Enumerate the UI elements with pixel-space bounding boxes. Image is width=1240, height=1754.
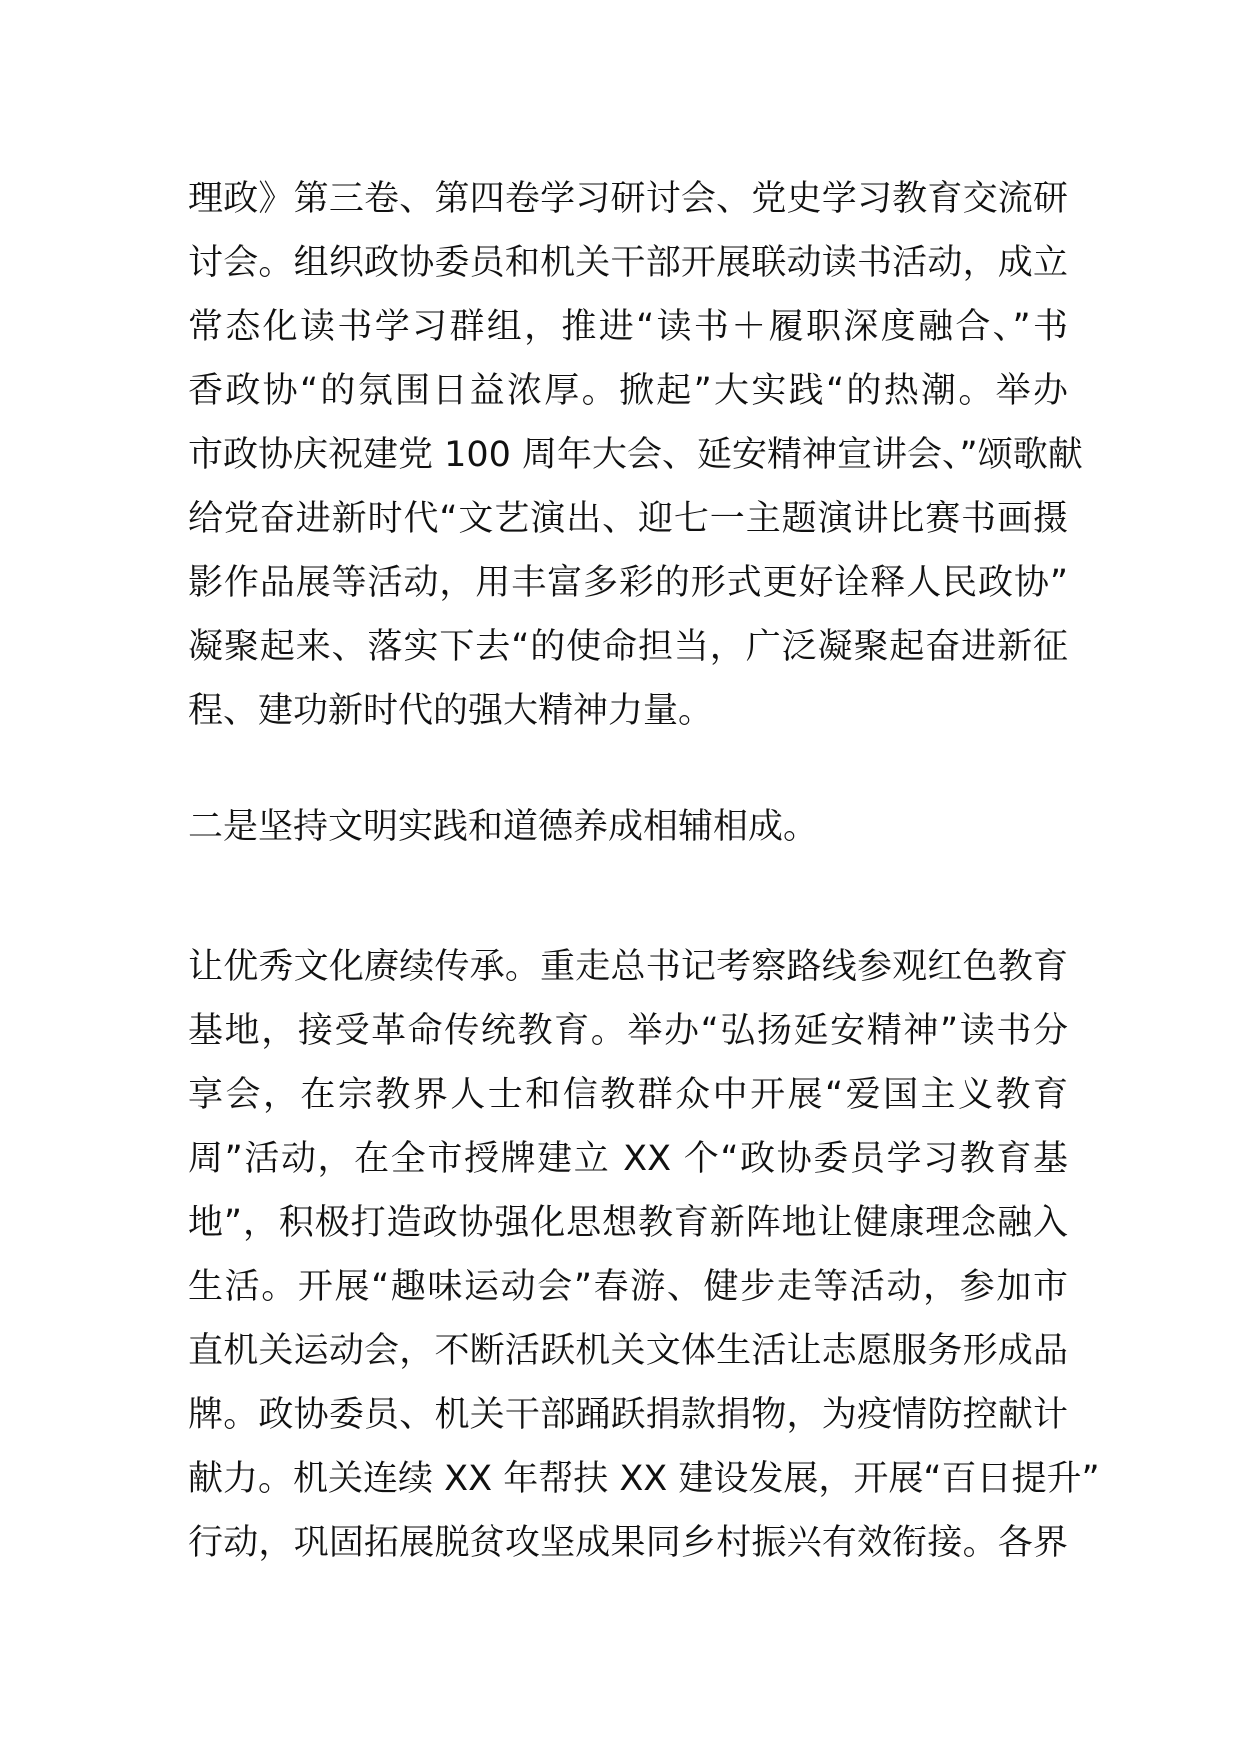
text-line: 周”活动，在全市授牌建立 XX 个“政协委员学习教育基	[188, 1139, 1068, 1179]
section-heading	[188, 795, 1068, 859]
text-line: 讨会。组织政协委员和机关干部开展联动读书活动，成立	[188, 243, 1068, 283]
paragraph-study-activities	[188, 167, 1083, 743]
text-line: 香政协“的氛围日益浓厚。掀起”大实践“的热潮。举办	[188, 371, 1068, 411]
text-line: 市政协庆祝建党 100 周年大会、延安精神宣讲会、”颂歌献	[188, 435, 1083, 475]
text-line: 凝聚起来、落实下去“的使命担当，广泛凝聚起奋进新征	[188, 627, 1068, 667]
heading-line: 二是坚持文明实践和道德养成相辅相成。	[188, 807, 819, 847]
text-line: 行动，巩固拓展脱贫攻坚成果同乡村振兴有效衔接。各界	[188, 1523, 1068, 1563]
text-line: 让优秀文化赓续传承。重走总书记考察路线参观红色教育	[188, 947, 1068, 987]
text-line: 给党奋进新时代“文艺演出、迎七一主题演讲比赛书画摄	[188, 499, 1068, 539]
text-line: 理政》第三卷、第四卷学习研讨会、党史学习教育交流研	[188, 179, 1068, 219]
text-line: 生活。开展“趣味运动会”春游、健步走等活动，参加市	[188, 1267, 1068, 1307]
text-line: 常态化读书学习群组，推进“读书＋履职深度融合、”书	[188, 307, 1068, 347]
text-line: 地”，积极打造政协强化思想教育新阵地让健康理念融入	[188, 1203, 1068, 1243]
text-line: 影作品展等活动，用丰富多彩的形式更好诠释人民政协”	[188, 563, 1068, 603]
text-line: 直机关运动会，不断活跃机关文体生活让志愿服务形成品	[188, 1331, 1068, 1371]
paragraph-civilization-practice	[188, 935, 1100, 1575]
text-line: 献力。机关连续 XX 年帮扶 XX 建设发展，开展“百日提升”	[188, 1459, 1100, 1499]
text-line: 基地，接受革命传统教育。举办“弘扬延安精神”读书分	[188, 1011, 1068, 1051]
text-line: 牌。政协委员、机关干部踊跃捐款捐物，为疫情防控献计	[188, 1395, 1068, 1435]
text-line: 程、建功新时代的强大精神力量。	[188, 691, 714, 731]
text-line: 享会，在宗教界人士和信教群众中开展“爱国主义教育	[188, 1075, 1068, 1115]
